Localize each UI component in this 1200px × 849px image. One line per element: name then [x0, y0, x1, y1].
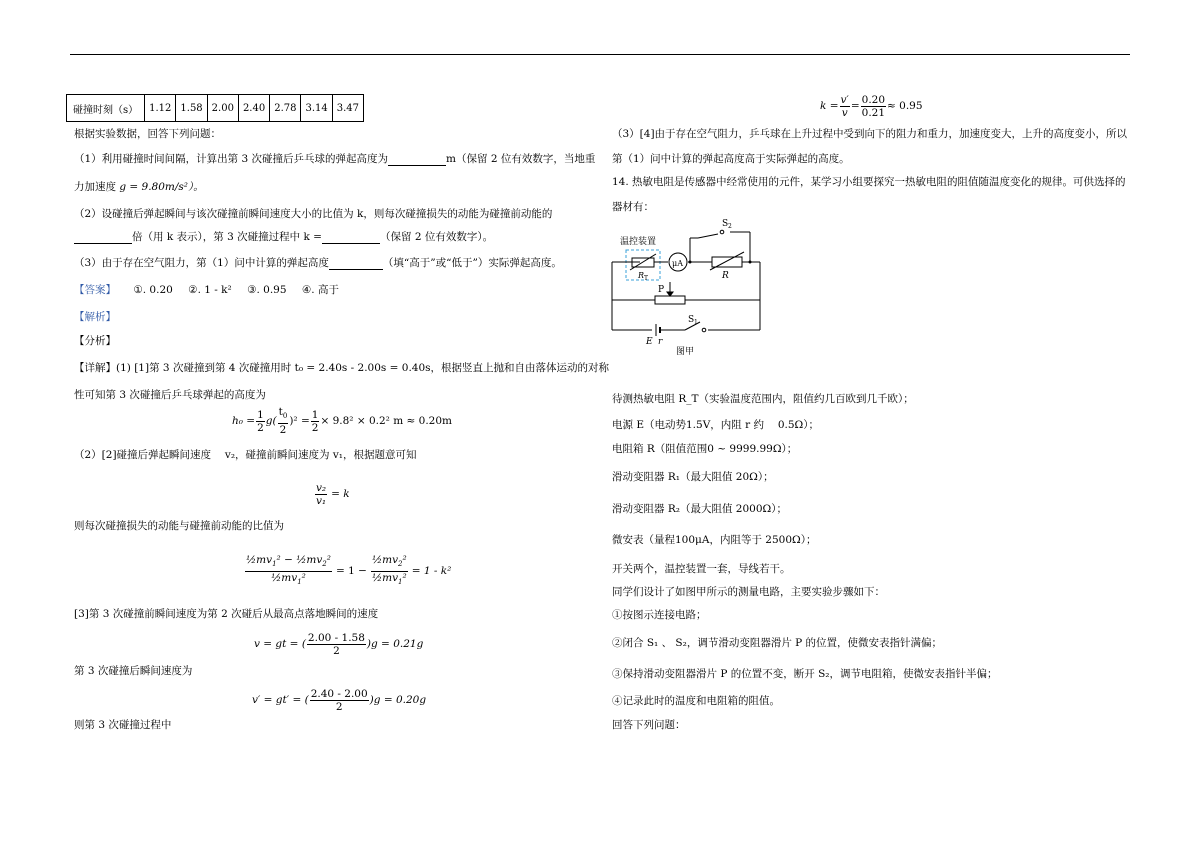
- answer-blank: [74, 232, 132, 244]
- fraction: $\frac{\frac{1}{2}mv_1^2 - \frac{1}{2}mv_2^2}{\frac{1}{2}mv_1^2}$: [246, 554, 331, 586]
- part-5-line: 则第 3 次碰撞过程中: [74, 719, 172, 731]
- s2-label: S: [722, 219, 729, 229]
- fenxi-label: 【分析】: [74, 335, 116, 347]
- meter-label: μA: [672, 259, 683, 268]
- e-label: E: [646, 337, 653, 347]
- table-cell: 2.78: [270, 95, 301, 122]
- s1-sub: 1: [694, 319, 698, 326]
- table-header-cell: 碰撞时刻（s）: [67, 95, 145, 122]
- p-label: P: [658, 285, 665, 295]
- s2-sub: 2: [728, 223, 732, 230]
- table-cell: 2.40: [238, 95, 269, 122]
- h0-lhs: h₀ =: [232, 415, 256, 427]
- q2-text-b: 倍（用 k 表示），第 3 次碰撞过程中 k =: [132, 231, 322, 243]
- part-3-explanation-2: 第（1）问中计算的弹起高度高于实际弹起的高度。: [612, 153, 850, 165]
- ratio-equation: [314, 478, 350, 510]
- answer-2: ②. 1 - k²: [188, 284, 232, 296]
- loss-rhs: = 1 - k²: [411, 565, 452, 577]
- vp-lhs: v′ = gt′ = (: [252, 694, 309, 706]
- q2-text-c: （保留 2 位有效数字）。: [379, 231, 494, 243]
- question-1-line: [74, 152, 595, 166]
- design-text: 同学们设计了如图甲所示的测量电路，主要实验步骤如下：: [612, 586, 885, 598]
- k-equation: k = $\frac{v'}{v}$ = $\frac{0.20}{0.21}$ ≈ 0.95: [820, 93, 923, 119]
- fraction: $\frac{v'}{v}$: [840, 93, 849, 119]
- header-rule: [70, 54, 1130, 55]
- intro-text: 根据实验数据，回答下列问题：: [74, 128, 221, 140]
- circuit-diagram: [600, 212, 780, 362]
- vp-rhs: )g = 0.20g: [369, 694, 427, 706]
- question-14-line-2: 器材有：: [612, 201, 654, 213]
- q1-text-d: g = 9.80m/s²）。: [119, 181, 204, 193]
- part-3-explanation: （3）[4]由于存在空气阻力，乒乓球在上升过程中受到向下的阻力和重力，加速度变大，上升的高度变小，所以: [612, 128, 1128, 140]
- r-internal-label: r: [658, 337, 663, 347]
- step-item: ③保持滑动变阻器滑片 P 的位置不变，断开 S₂，调节电阻箱，使微安表指针半偏；: [612, 668, 998, 680]
- q1-text-a: （1）利用碰撞时间间隔，计算出第 3 次碰撞后乒乓球的弹起高度为: [74, 153, 389, 165]
- fraction: $\frac{2.00 - 1.58}{2}$: [307, 631, 365, 657]
- v-rhs: )g = 0.21g: [366, 638, 424, 650]
- energy-loss-equation: $\frac{\frac{1}{2}mv_1^2 - \frac{1}{2}mv_2^2}{\frac{1}{2}mv_1^2}$ = 1 − $\frac{\frac{1}{2}mv_2^2}{\frac{1}{2}mv_1^2}$ = 1 - k²: [246, 554, 452, 586]
- s1-label: S: [688, 315, 695, 325]
- q1-text-b: m（保留 2 位有效数字，当地重: [446, 153, 596, 165]
- answer-4: ④. 高于: [301, 284, 339, 296]
- v-lhs: v = gt = (: [254, 638, 306, 650]
- fraction: $\frac{\frac{1}{2}mv_2^2}{\frac{1}{2}mv_1^2}$: [371, 554, 407, 586]
- fraction: $\frac{t_0}{2}$: [278, 406, 288, 436]
- table-row: [67, 95, 364, 122]
- q1-text-c: 力加速度: [74, 181, 116, 193]
- answer-blank: [388, 154, 446, 166]
- rt-sub: T: [644, 275, 649, 282]
- v-prime-equation: [252, 683, 426, 717]
- question-14-line: 14. 热敏电阻是传感器中经常使用的元件，某学习小组要探究一热敏电阻的阻值随温度变化的规律。可供选择的: [612, 176, 1126, 188]
- h0-rhs: × 9.8² × 0.2² m ≈ 0.20m: [320, 415, 452, 427]
- part-4-line: 第 3 次碰撞后瞬间速度为: [74, 665, 193, 677]
- answer-1: ①. 0.20: [133, 284, 173, 296]
- answer-line: [74, 283, 339, 297]
- equipment-item: 滑动变阻器 R₂（最大阻值 2000Ω）；: [612, 503, 787, 515]
- question-3-line: [74, 256, 562, 270]
- table-cell: 1.58: [176, 95, 207, 122]
- step-item: ①按图示连接电路；: [612, 609, 707, 621]
- fraction: $\frac{0.20}{0.21}$: [861, 93, 886, 119]
- step-item: ④记录此时的温度和电阻箱的阻值。: [612, 695, 780, 707]
- rt-label: R: [638, 271, 645, 280]
- q3-text-a: （3）由于存在空气阻力，第（1）问中计算的弹起高度: [74, 257, 329, 269]
- questions-prompt: 回答下列问题：: [612, 719, 686, 731]
- collision-time-table: [66, 94, 364, 122]
- answer-3: ③. 0.95: [247, 284, 287, 296]
- step-item: ②闭合 S₁ 、 S₂，调节滑动变阻器滑片 P 的位置，使微安表指针满偏；: [612, 637, 943, 649]
- equipment-item: 开关两个，温控装置一套，导线若干。: [612, 563, 791, 575]
- part-2-line: （2）[2]碰撞后弹起瞬间速度 v₂，碰撞前瞬间速度为 v₁，根据题意可知: [74, 449, 417, 461]
- question-2-line: （2）设碰撞后弹起瞬间与该次碰撞前瞬间速度大小的比值为 k，则每次碰撞损失的动能为碰撞前动能的: [74, 208, 553, 220]
- table-cell: 3.47: [332, 95, 363, 122]
- equipment-item: 电源 E（电动势1.5V，内阻 r 约 0.5Ω）；: [612, 419, 819, 431]
- table-cell: 3.14: [301, 95, 332, 122]
- detail-line-1: 【详解】(1) [1]第 3 次碰撞到第 4 次碰撞用时 t₀ = 2.40s - 2.00s = 0.40s，根据竖直上抛和自由落体运动的对称: [74, 362, 610, 374]
- question-1-line-2: [74, 180, 204, 194]
- fraction: $\frac{\text{v₂}}{\text{v₁}}$: [316, 481, 327, 507]
- q3-text-b: （填“高于”或“低于”）实际弹起高度。: [382, 257, 562, 269]
- detail-line-2: 性可知第 3 次碰撞后乒乓球弹起的高度为: [74, 389, 266, 401]
- fraction: $\frac{2.40 - 2.00}{2}$: [310, 687, 368, 713]
- ratio-rhs: = k: [331, 488, 350, 500]
- equipment-item: 微安表（量程100μA，内阻等于 2500Ω）；: [612, 534, 817, 546]
- table-cell: 2.00: [207, 95, 238, 122]
- v-equation: [254, 627, 423, 661]
- k-lhs: k =: [820, 100, 839, 112]
- loss-text: 则每次碰撞损失的动能与碰撞前动能的比值为: [74, 520, 284, 532]
- answer-label: 【答案】: [74, 284, 116, 296]
- equipment-item: 滑动变阻器 R₁（最大阻值 20Ω）；: [612, 471, 774, 483]
- r-label: R: [722, 271, 729, 281]
- figure-caption: 图甲: [676, 347, 695, 357]
- table-cell: 1.12: [145, 95, 176, 122]
- h0-equation: h₀ = $\frac{1}{2}$ g( $\frac{t_0}{2}$ )² = $\frac{1}{2}$ × 9.8² × 0.2² m ≈ 0.20m: [232, 406, 452, 436]
- equipment-item: 待测热敏电阻 R_T（实验温度范围内，阻值约几百欧到几千欧）；: [612, 393, 914, 405]
- fraction: $\frac{1}{2}$: [311, 408, 319, 434]
- k-rhs: ≈ 0.95: [887, 100, 923, 112]
- part-3-line: [3]第 3 次碰撞前瞬间速度为第 2 次碰后从最高点落地瞬间的速度: [74, 608, 379, 620]
- question-2-line-2: [74, 230, 493, 244]
- temp-control-label: 温控装置: [620, 237, 657, 247]
- equipment-item: 电阻箱 R（阻值范围0 ~ 9999.99Ω）；: [612, 443, 798, 455]
- fraction: $\frac{1}{2}$: [257, 408, 264, 434]
- answer-blank: [322, 232, 380, 244]
- answer-blank: [329, 258, 383, 270]
- analysis-label: 【解析】: [74, 311, 116, 323]
